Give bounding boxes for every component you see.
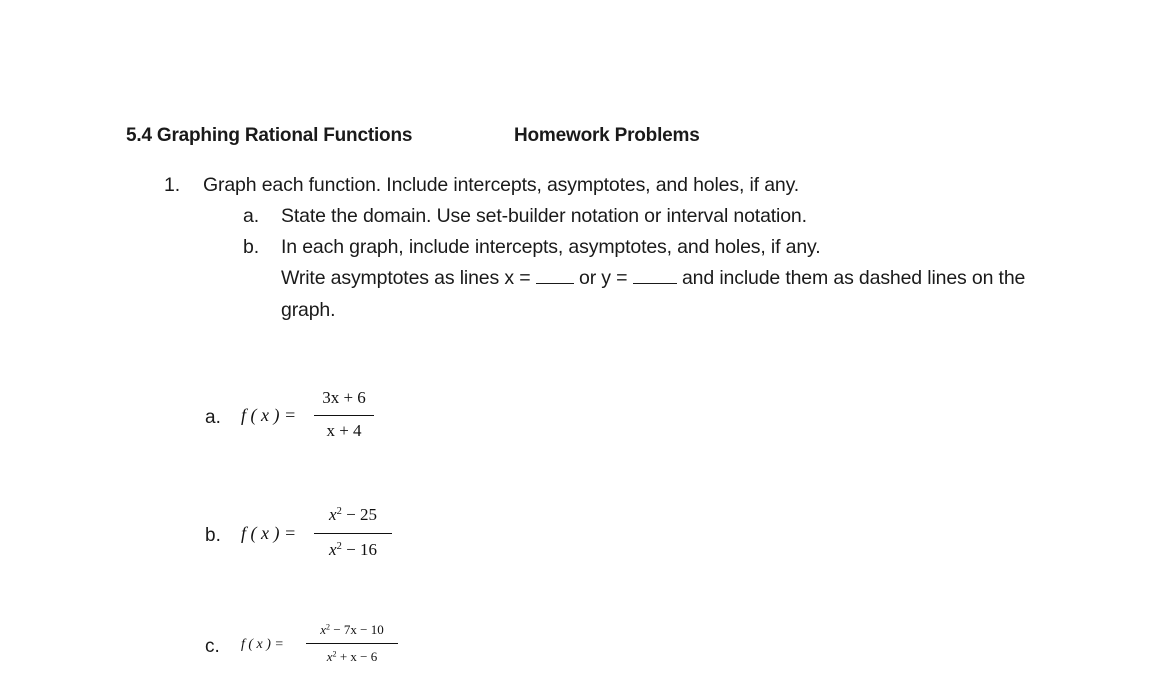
- instruction-item-a-letter: a.: [243, 205, 259, 227]
- problem-b-lhs: f ( x ) =: [241, 523, 297, 543]
- x-blank: [536, 269, 574, 284]
- problem-c-fraction: [306, 622, 398, 672]
- asymptote-text-part3: and include them as dashed lines on the: [681, 267, 1026, 289]
- problem-a-fraction: [314, 388, 374, 448]
- problem-c-lhs: f ( x ) =: [241, 637, 284, 652]
- instruction-number: 1.: [164, 174, 180, 196]
- asymptote-text-part1: Write asymptotes as lines x =: [281, 267, 531, 289]
- instruction-item-b-letter: b.: [243, 236, 259, 258]
- instruction-item-b-text: In each graph, include intercepts, asymptotes, and holes, if any.: [281, 236, 821, 258]
- section-title: 5.4 Graphing Rational Functions: [126, 125, 413, 146]
- problem-b-label: b.: [205, 525, 221, 546]
- problem-a-numerator: 3x + 6: [322, 388, 366, 407]
- instruction-main-text: Graph each function. Include intercepts, asymptotes, and holes, if any.: [203, 174, 800, 196]
- asymptote-instruction: [281, 267, 1025, 290]
- problem-a-denominator: x + 4: [326, 421, 362, 440]
- problem-b-denominator: $x^2 - 16$: [329, 540, 377, 559]
- problem-c-fraction-bar: [306, 643, 398, 644]
- y-blank: [633, 269, 677, 284]
- asymptote-text-part2: or y =: [579, 267, 628, 289]
- problem-a-lhs: f ( x ) =: [241, 405, 297, 425]
- problem-b-fraction-bar: [314, 533, 392, 534]
- problem-a-label: a.: [205, 407, 221, 428]
- problem-b-fraction: [314, 505, 392, 567]
- problem-c-numerator: $x^2 - 7x - 10$: [320, 622, 384, 637]
- instruction-continuation: graph.: [281, 299, 336, 321]
- problem-c-denominator: $x^2 + x - 6$: [326, 649, 378, 664]
- problem-b-numerator: $x^2 - 25$: [329, 505, 377, 524]
- instruction-item-a-text: State the domain. Use set-builder notation or interval notation.: [281, 205, 807, 227]
- problem-a-fraction-bar: [314, 415, 374, 416]
- problem-c-label: c.: [205, 636, 220, 657]
- homework-subtitle: Homework Problems: [514, 125, 700, 146]
